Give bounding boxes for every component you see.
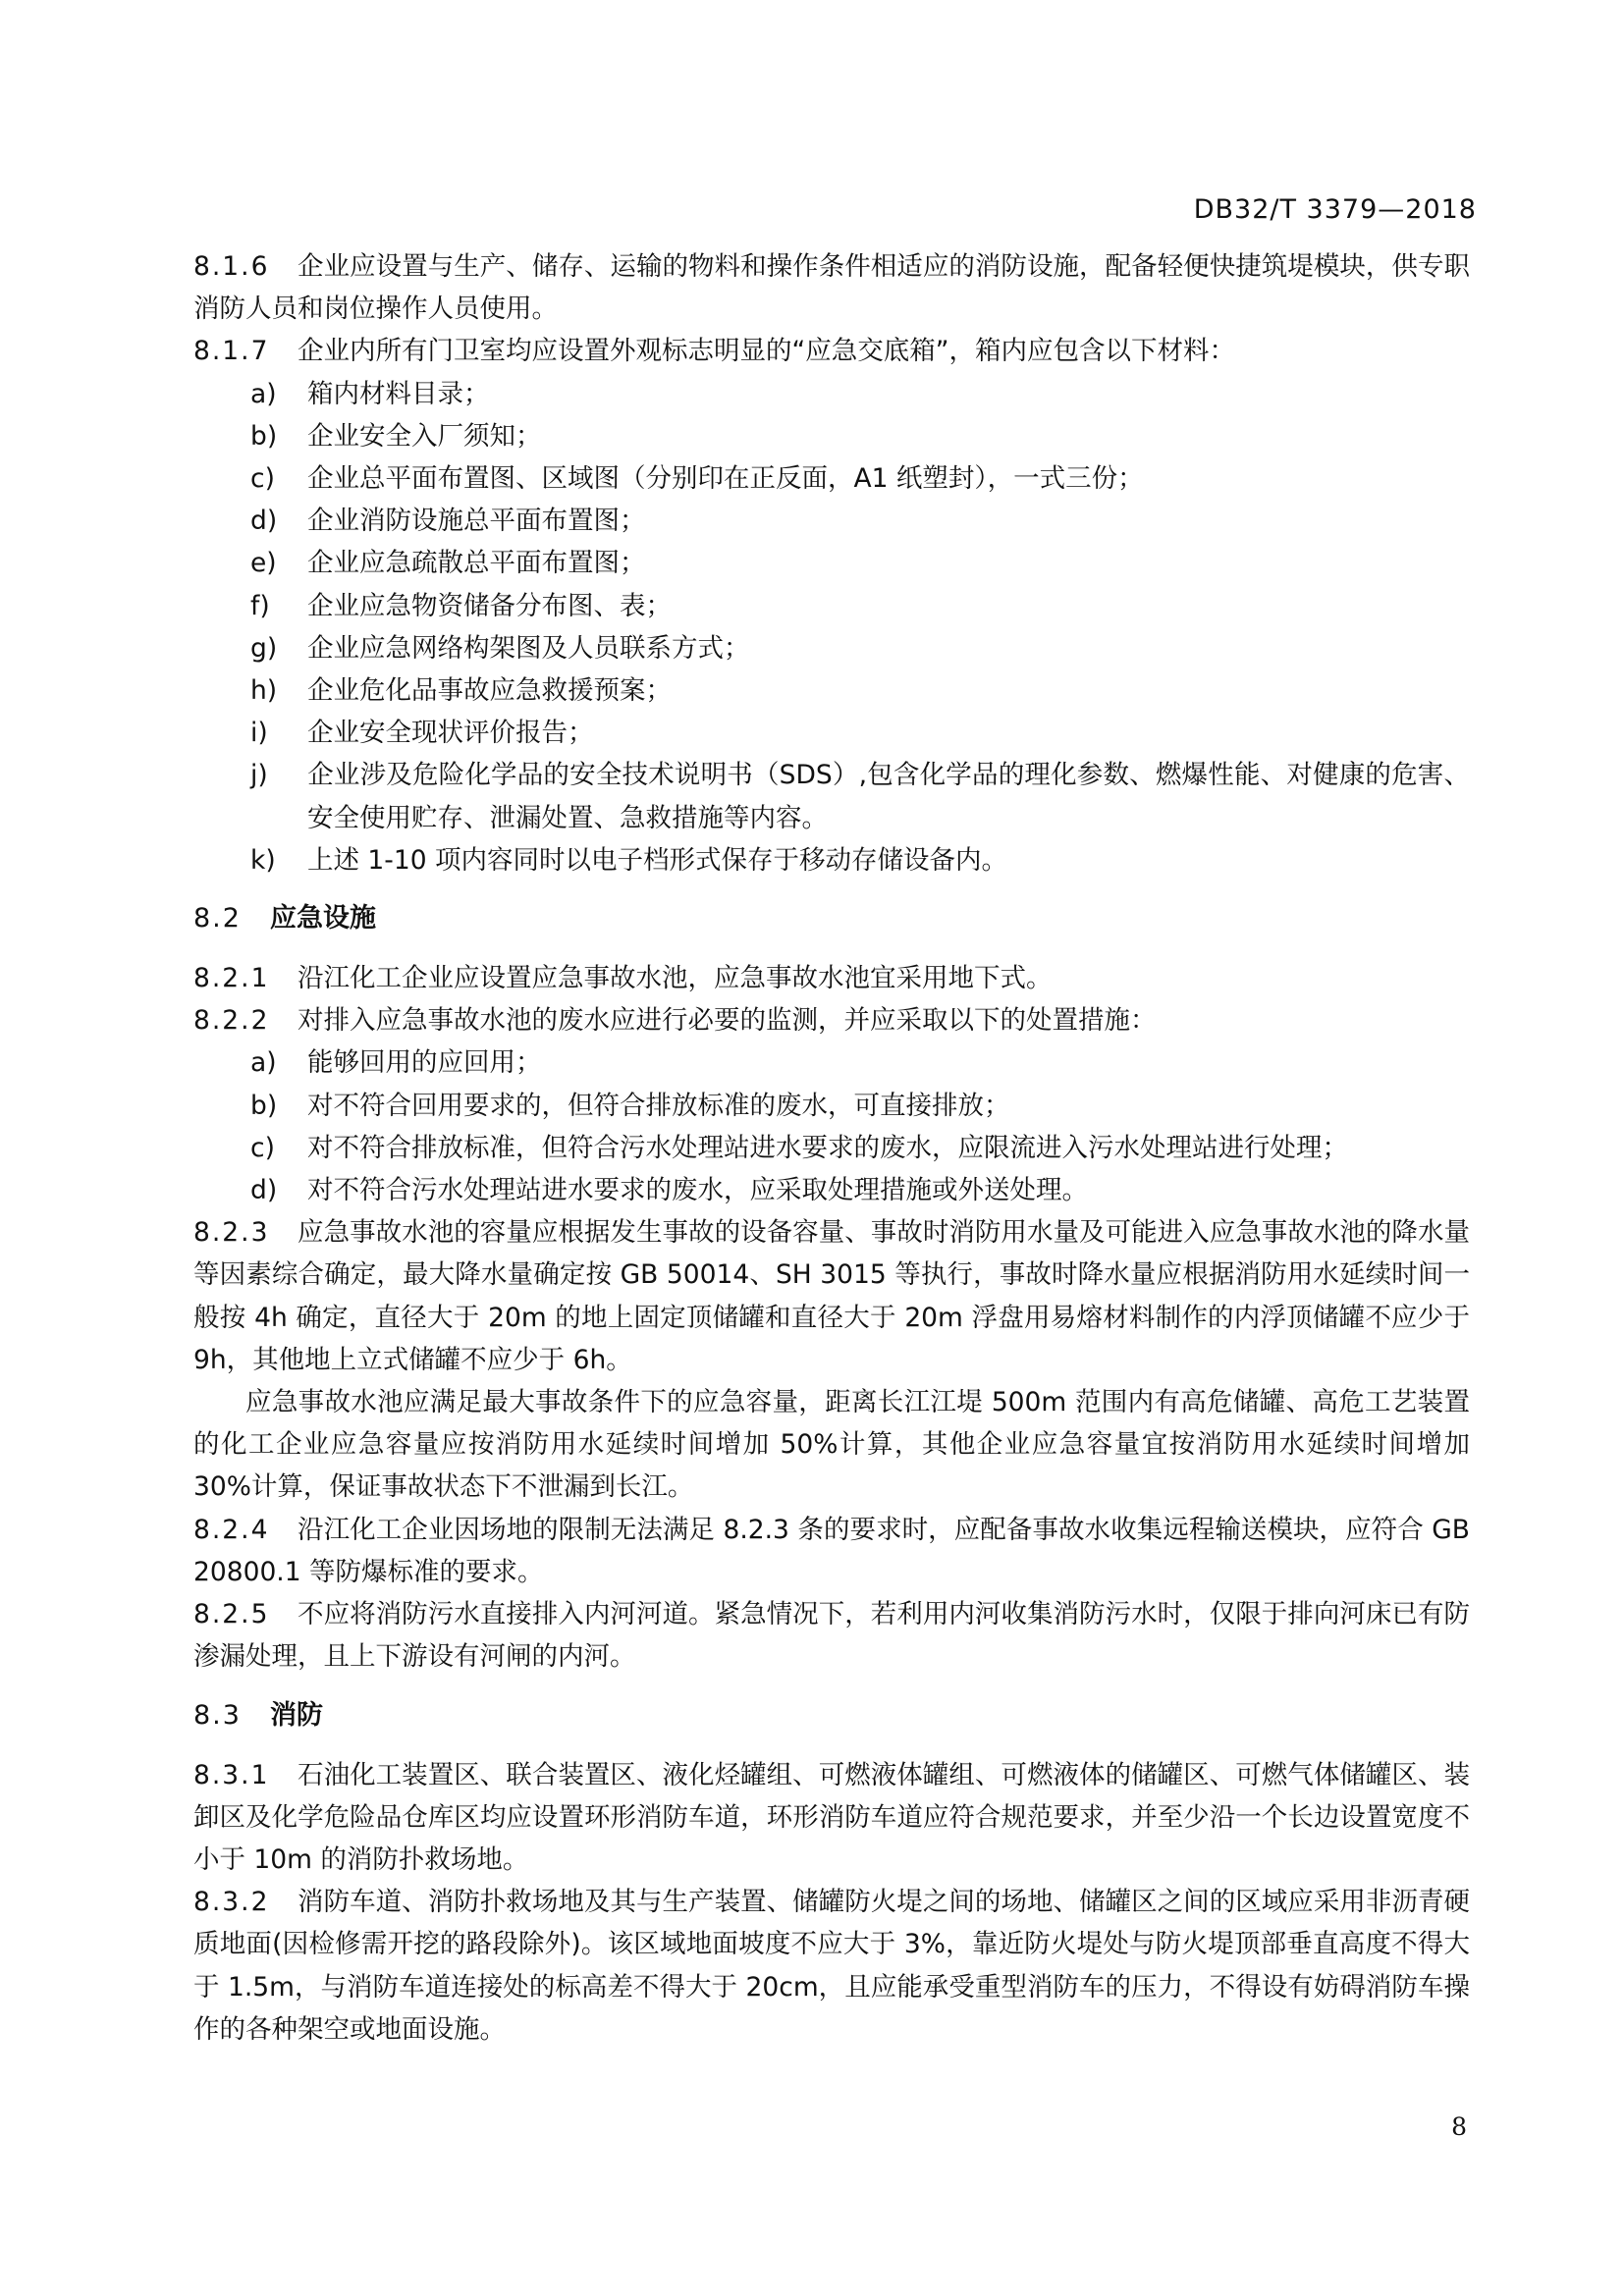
clause-8-2-2 (193, 999, 1470, 1041)
list-marker: f) (250, 590, 270, 621)
section-number: 8.2 (193, 903, 242, 934)
page-number: 8 (1451, 2112, 1467, 2141)
list-item-text: 企业危化品事故应急救援预案； (307, 675, 672, 707)
list-item-text: 对不符合排放标准，但符合污水处理站进水要求的废水，应限流进入污水处理站进行处理； (307, 1132, 1348, 1163)
paragraph: 应急事故水池应满足最大事故条件下的应急容量，距离长江江堤 500m 范围内有高危储罐、高危工艺装置的化工企业应急容量应按消防用水延续时间增加 50%计算，其他企业应急容量宜按消防用水延续时间增加 30%计算，保证事故状态下不泄漏到长江。 (193, 1387, 1470, 1503)
section-heading-8-3 (193, 1694, 1470, 1736)
clause-number: 8.1.7 (193, 336, 270, 367)
list-item-text: 对不符合污水处理站进水要求的废水，应采取处理措施或外送处理。 (307, 1175, 1088, 1206)
clause-number: 8.2.5 (193, 1599, 270, 1630)
clause-number: 8.2.4 (193, 1514, 270, 1545)
list-marker: i) (250, 718, 268, 749)
section-title: 应急设施 (270, 903, 376, 934)
list-item (193, 457, 1470, 500)
list-item (193, 669, 1470, 712)
clause-text: 不应将消防污水直接排入内河河道。紧急情况下，若利用内河收集消防污水时，仅限于排向河床已有防渗漏处理，且上下游设有河闸的内河。 (193, 1599, 1470, 1673)
clause-8-3-2 (193, 1881, 1470, 2051)
list-item-text: 企业总平面布置图、区域图（分别印在正反面，A1 纸塑封），一式三份； (307, 463, 1144, 495)
list-marker: c) (250, 1132, 275, 1163)
list-marker: a) (250, 378, 277, 409)
list-item-text: 企业消防设施总平面布置图； (307, 506, 646, 537)
list-marker: b) (250, 420, 278, 452)
list-marker: c) (250, 463, 275, 495)
section-number: 8.3 (193, 1699, 242, 1731)
clause-number: 8.1.6 (193, 251, 270, 282)
clause-8-1-7 (193, 330, 1470, 372)
list-item (193, 373, 1470, 415)
clause-8-2-3 (193, 1211, 1470, 1381)
clause-text: 企业应设置与生产、储存、运输的物料和操作条件相适应的消防设施，配备轻便快捷筑堤模块，供专职消防人员和岗位操作人员使用。 (193, 251, 1470, 325)
list-marker: h) (250, 675, 278, 707)
clause-number: 8.3.2 (193, 1887, 270, 1918)
list-marker: b) (250, 1090, 278, 1121)
list-item (193, 1127, 1470, 1169)
list-item (193, 839, 1470, 881)
document-code: DB32/T 3379—2018 (1193, 194, 1477, 225)
list-item (193, 585, 1470, 627)
list-item (193, 1041, 1470, 1084)
list-item (193, 500, 1470, 542)
clause-8-1-6 (193, 245, 1470, 330)
list-item-text: 对不符合回用要求的，但符合排放标准的废水，可直接排放； (307, 1090, 1010, 1121)
list-item-text: 企业应急网络构架图及人员联系方式； (307, 632, 750, 664)
clause-text: 对排入应急事故水池的废水应进行必要的监测，并应采取以下的处置措施： (298, 1005, 1157, 1037)
list-item-text: 企业安全入厂须知； (307, 420, 542, 452)
list-item-text: 上述 1-10 项内容同时以电子档形式保存于移动存储设备内。 (307, 844, 1007, 876)
section-heading-8-2 (193, 897, 1470, 939)
list-marker: j) (250, 760, 268, 791)
clause-text: 消防车道、消防扑救场地及其与生产装置、储罐防火堤之间的场地、储罐区之间的区域应采用非沥青硬质地面(因检修需开挖的路段除外)。该区域地面坡度不应大于 3%，靠近防火堤处与防火堤顶部垂直高度不得大于 1.5m，与消防车道连接处的标高差不得大于 20cm，且应能承受重型消防车的压力，不得设有妨碍消防车操作的各种架空或地面设施。 (193, 1887, 1470, 2045)
list-marker: g) (250, 632, 278, 664)
list-item (193, 415, 1470, 457)
clause-text: 石油化工装置区、联合装置区、液化烃罐组、可燃液体罐组、可燃液体的储罐区、可燃气体储罐区、装卸区及化学危险品仓库区均应设置环形消防车道，环形消防车道应符合规范要求，并至少沿一个长边设置宽度不小于 10m 的消防扑救场地。 (193, 1759, 1470, 1875)
list-item-text: 能够回用的应回用； (307, 1047, 542, 1079)
list-item (193, 627, 1470, 669)
list-item (193, 1085, 1470, 1127)
list-item (193, 712, 1470, 754)
clause-number: 8.2.2 (193, 1005, 270, 1037)
clause-number: 8.3.1 (193, 1759, 270, 1790)
clause-8-2-4 (193, 1509, 1470, 1593)
list-item-text: 企业涉及危险化学品的安全技术说明书（SDS）,包含化学品的理化参数、燃爆性能、对健康的危害、安全使用贮存、泄漏处置、急救措施等内容。 (307, 760, 1470, 833)
list-item-text: 企业应急物资储备分布图、表； (307, 590, 672, 621)
list-item-text: 企业应急疏散总平面布置图； (307, 548, 646, 579)
clause-text: 沿江化工企业因场地的限制无法满足 8.2.3 条的要求时，应配备事故水收集远程输送模块，应符合 GB 20800.1 等防爆标准的要求。 (193, 1514, 1470, 1587)
list-item-text: 企业安全现状评价报告； (307, 718, 594, 749)
section-title: 消防 (270, 1699, 323, 1731)
clause-text: 应急事故水池的容量应根据发生事故的设备容量、事故时消防用水量及可能进入应急事故水池的降水量等因素综合确定，最大降水量确定按 GB 50014、SH 3015 等执行，事故时降水量应根据消防用水延续时间一般按 4h 确定，直径大于 20m 的地上固定顶储罐和直径大于 20m 浮盘用易熔材料制作的内浮顶储罐不应少于 9h，其他地上立式储罐不应少于 6h。 (193, 1217, 1470, 1375)
document-body (193, 245, 1470, 2051)
clause-number: 8.2.3 (193, 1217, 270, 1249)
list-item (193, 542, 1470, 584)
list-item-text: 箱内材料目录； (307, 378, 490, 409)
list-marker: e) (250, 548, 277, 579)
clause-number: 8.2.1 (193, 963, 270, 994)
clause-8-2-5 (193, 1593, 1470, 1678)
clause-text: 企业内所有门卫室均应设置外观标志明显的“应急交底箱”，箱内应包含以下材料： (298, 336, 1235, 367)
list-item (193, 754, 1470, 838)
clause-text: 沿江化工企业应设置应急事故水池，应急事故水池宜采用地下式。 (298, 963, 1053, 994)
list-marker: k) (250, 844, 276, 876)
list-marker: d) (250, 506, 278, 537)
list-marker: a) (250, 1047, 277, 1079)
clause-8-3-1 (193, 1754, 1470, 1882)
list-marker: d) (250, 1175, 278, 1206)
clause-8-2-1 (193, 957, 1470, 999)
list-item (193, 1169, 1470, 1211)
